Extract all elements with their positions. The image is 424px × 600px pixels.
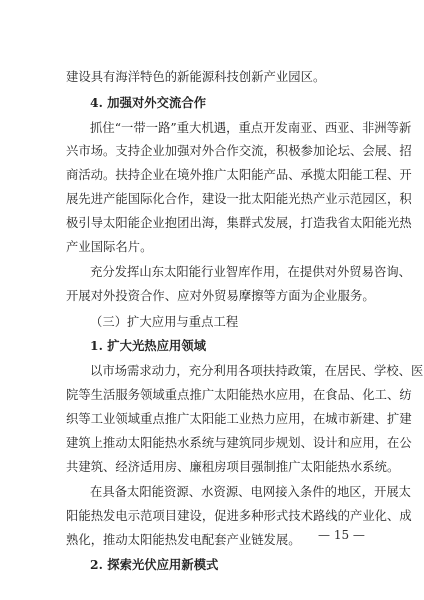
text-line: 以市场需求动力，充分利用各项扶持政策，在居民、学校、医 bbox=[90, 364, 424, 378]
text-line: 在具备太阳能资源、水资源、电网接入条件的地区，开展太 bbox=[90, 485, 412, 499]
section-heading: 2. 探索光伏应用新模式 bbox=[90, 557, 219, 572]
section-heading: 1. 扩大光热应用领域 bbox=[90, 338, 207, 353]
page-number: — 15 — bbox=[318, 528, 365, 542]
text-line: 兴市场。支持企业加强对外合作交流，积极参加论坛、会展、招 bbox=[66, 144, 412, 158]
text-line: 共建筑、经济适用房、廉租房项目强制推广太阳能热水系统。 bbox=[66, 460, 400, 474]
text-line: 开展对外投资合作、应对外贸易摩擦等方面为企业服务。 bbox=[66, 289, 375, 303]
text-line: 商活动。扶持企业在境外推广太阳能产品、承揽太阳能工程、开 bbox=[66, 168, 412, 182]
text-line: 建设具有海洋特色的新能源科技创新产业园区。 bbox=[66, 70, 326, 84]
text-line: 产业国际名片。 bbox=[66, 240, 153, 254]
text-line: 展先进产能国际化合作，建设一批太阳能光热产业示范园区，积 bbox=[66, 192, 412, 206]
section-heading: 4. 加强对外交流合作 bbox=[90, 95, 207, 110]
text-line: 阳能热发电示范项目建设，促进多种形式技术路线的产业化、成 bbox=[66, 509, 412, 523]
text-line: 织等工业领域重点推广太阳能工业热力应用，在城市新建、扩建 bbox=[66, 412, 412, 426]
text-line: 建筑上推动太阳能热水系统与建筑同步规划、设计和应用，在公 bbox=[66, 436, 412, 450]
text-line: 抓住“一带一路”重大机遇，重点开发南亚、西亚、非洲等新 bbox=[90, 121, 412, 135]
section-heading: （三）扩大应用与重点工程 bbox=[90, 315, 239, 329]
text-line: 熟化，推动太阳能热发电配套产业链发展。 bbox=[66, 533, 301, 547]
text-line: 院等生活服务领域重点推广太阳能热水应用，在食品、化工、纺 bbox=[66, 388, 412, 402]
text-line: 极引导太阳能企业抱团出海，集群式发展，打造我省太阳能光热 bbox=[66, 216, 412, 230]
text-line: 充分发挥山东太阳能行业智库作用，在提供对外贸易咨询、 bbox=[90, 265, 412, 279]
